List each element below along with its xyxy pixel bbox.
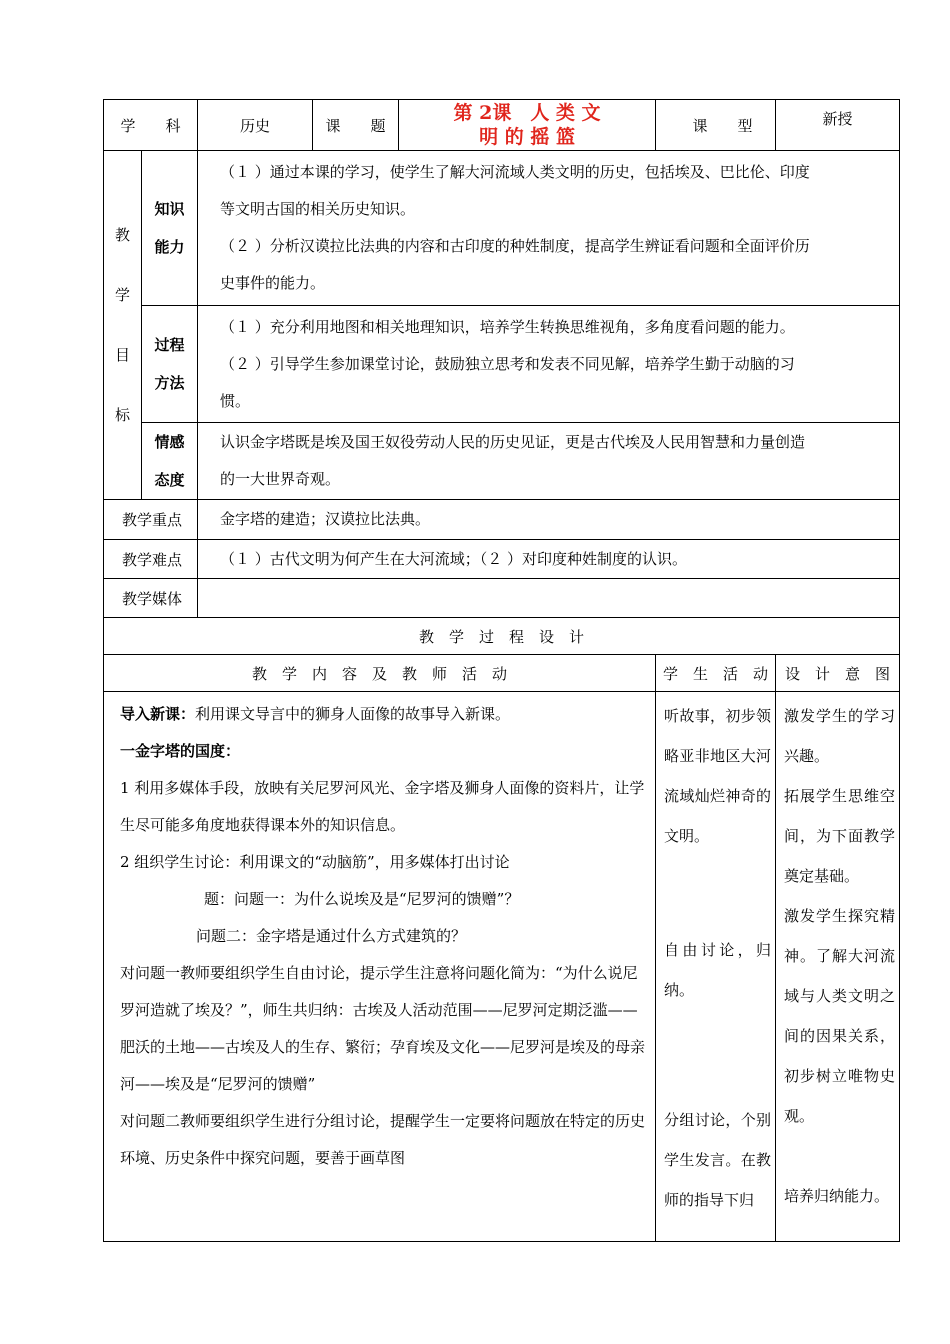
topic-label: 课 题	[313, 100, 399, 151]
design-intent-4: 培养归纳能力。	[784, 1187, 890, 1205]
objectives-label-char-2: 学	[114, 286, 130, 304]
knowledge-line: （２ ）分析汉谟拉比法典的内容和古印度的种姓制度，提高学生辨证看问题和全面评价历	[220, 237, 810, 255]
design-intent	[776, 692, 900, 1242]
emotion-content	[198, 423, 900, 500]
objective-emotion-row	[104, 423, 900, 500]
knowledge-line: 等文明古国的相关历史知识。	[220, 200, 416, 218]
student-activity-1: 听故事，初步领略亚非地区大河流域灿烂神奇的文明。	[664, 707, 772, 845]
focus-label: 教学重点	[104, 500, 198, 540]
focus-value: 金字塔的建造；汉谟拉比法典。	[198, 500, 900, 540]
design-intent-1: 激发学生的学习兴趣。	[784, 707, 896, 765]
difficulty-value: （１ ）古代文明为何产生在大河流域；（２ ）对印度种姓制度的认识。	[198, 540, 900, 579]
knowledge-label-line1: 知识	[154, 200, 185, 218]
topic-title-line2: 明 的 摇 篮	[479, 126, 575, 148]
emotion-label-line1: 情感	[154, 433, 185, 451]
design-intent-3: 激发学生探究精神。了解大河流域与人类文明之间的因果关系，初步树立唯物史观。	[784, 907, 896, 1125]
process-label	[142, 306, 198, 423]
content-paragraph-3: 对问题一教师要组织学生自由讨论，提示学生注意将问题化简为：“为什么说尼罗河造就了埃及？”，师生共归纳：古埃及人活动范围——尼罗河定期泛滥——肥沃的土地——古埃及人的生存、繁衍；孕育埃及文化——尼罗河是埃及的母亲河——埃及是“尼罗河的馈赠”	[120, 964, 646, 1093]
objective-process-row	[104, 306, 900, 423]
process-line: 惯。	[220, 391, 251, 410]
focus-row	[104, 500, 900, 540]
type-label: 课 型	[656, 100, 776, 151]
objective-knowledge-row	[104, 151, 900, 306]
knowledge-content	[198, 151, 900, 306]
design-header-row	[104, 655, 900, 692]
teaching-content	[104, 692, 656, 1242]
content-paragraph-1: 1 利用多媒体手段，放映有关尼罗河风光、金字塔及狮身人面像的资料片，让学生尽可能多角度地获得课本外的知识信息。	[120, 779, 645, 834]
design-intent-2: 拓展学生思维空间，为下面教学奠定基础。	[784, 787, 896, 885]
knowledge-line: 史事件的能力。	[220, 274, 326, 292]
lesson-plan-table	[103, 99, 900, 1242]
intro-text: 利用课文导言中的狮身人面像的故事导入新课。	[195, 705, 511, 723]
section-heading: 一金字塔的国度：	[120, 742, 241, 760]
design-body-row	[104, 692, 900, 1242]
process-line: （１ ）充分利用地图和相关地理知识，培养学生转换思维视角，多角度看问题的能力。	[220, 317, 795, 336]
process-content	[198, 306, 900, 423]
intro-paragraph	[120, 696, 651, 733]
knowledge-line: （１ ）通过本课的学习，使学生了解大河流域人类文明的历史，包括埃及、巴比伦、印度	[220, 163, 810, 181]
subject-label: 学 科	[104, 100, 198, 151]
design-title: 教 学 过 程 设 计	[104, 618, 900, 655]
objectives-label-char-4: 标	[114, 406, 130, 424]
media-value	[198, 579, 900, 618]
content-paragraph-2: 2 组织学生讨论：利用课文的“动脑筋”，用多媒体打出讨论	[120, 853, 510, 871]
emotion-label	[142, 423, 198, 500]
intent-column-header: 设 计 意 图	[776, 655, 900, 692]
question-1: 题：问题一：为什么说埃及是“尼罗河的馈赠”？	[204, 890, 520, 908]
process-label-line1: 过程	[154, 336, 185, 354]
knowledge-label	[142, 151, 198, 306]
student-activity-3: 分组讨论，个别学生发言。在教师的指导下归	[664, 1111, 772, 1209]
content-column-header: 教 学 内 容 及 教 师 活 动	[104, 655, 656, 692]
question-2: 问题二：金字塔是通过什么方式建筑的？	[196, 927, 467, 945]
topic-title-line1: 第 2课 人 类 文	[453, 102, 601, 124]
objectives-label-char-3: 目	[114, 346, 130, 364]
student-activity	[656, 692, 776, 1242]
process-label-line2: 方法	[154, 374, 185, 392]
lesson-plan-page	[103, 99, 899, 1242]
student-activity-2: 自由讨论，归纳。	[664, 941, 772, 999]
content-paragraph-4: 对问题二教师要组织学生进行分组讨论，提醒学生一定要将问题放在特定的历史环境、历史条件中探究问题，要善于画草图	[120, 1112, 646, 1167]
process-line: （２ ）引导学生参加课堂讨论，鼓励独立思考和发表不同见解，培养学生勤于动脑的习	[220, 354, 795, 373]
media-label: 教学媒体	[104, 579, 198, 618]
type-value: 新授	[776, 100, 900, 151]
intro-label: 导入新课：	[120, 705, 196, 723]
emotion-line: 认识金字塔既是埃及国王奴役劳动人民的历史见证，更是古代埃及人民用智慧和力量创造	[220, 433, 806, 451]
difficulty-label: 教学难点	[104, 540, 198, 579]
knowledge-label-line2: 能力	[154, 238, 185, 256]
objectives-label	[104, 151, 142, 500]
objectives-label-char-1: 教	[114, 226, 130, 244]
subject-value: 历史	[198, 100, 313, 151]
difficulty-row	[104, 540, 900, 579]
design-title-row	[104, 618, 900, 655]
student-column-header: 学 生 活 动	[656, 655, 776, 692]
emotion-line: 的一大世界奇观。	[220, 470, 341, 488]
media-row	[104, 579, 900, 618]
emotion-label-line2: 态度	[154, 471, 185, 489]
topic-title	[399, 100, 656, 151]
header-row	[104, 100, 900, 151]
